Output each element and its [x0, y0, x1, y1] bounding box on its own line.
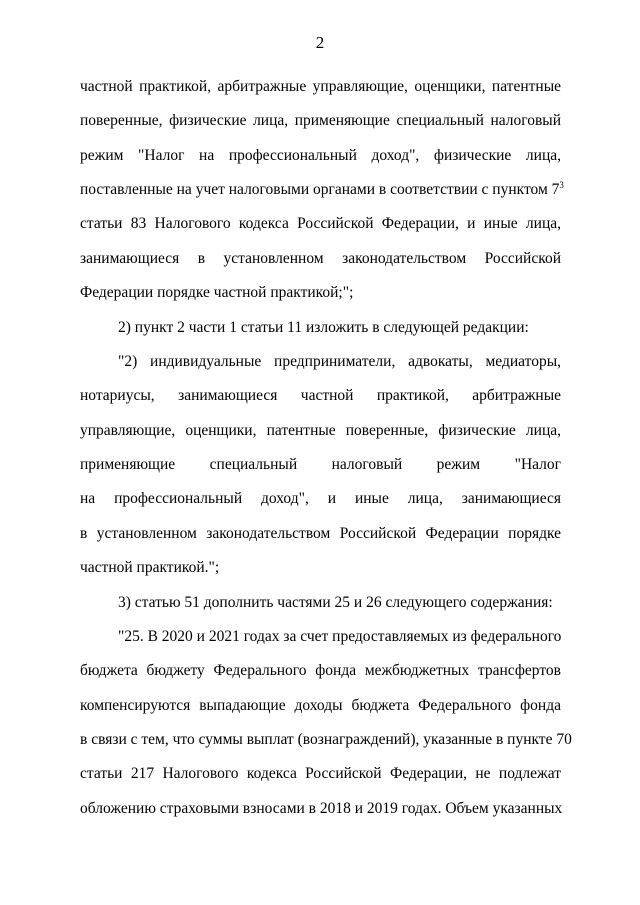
text-line: Федерации порядке частной практикой;"; — [80, 284, 354, 301]
text-line: "2) индивидуальные предприниматели, адвокаты, медиаторы, — [118, 353, 561, 370]
text-line: статьи 83 Налогового кодекса Российской Федерации, и иные лица, — [80, 215, 561, 232]
text-line: бюджета бюджету Федерального фонда межбюджетных трансфертов — [80, 662, 561, 679]
text-line: нотариусы, занимающиеся частной практикой, арбитражные — [80, 387, 561, 404]
text-line: поверенные, физические лица, применяющие специальный налоговый — [80, 112, 561, 129]
text-line: компенсируются выпадающие доходы бюджета Федерального фонда — [80, 697, 561, 714]
text-line: частной практикой."; — [80, 559, 220, 576]
text-line: применяющие специальный налоговый режим "Налог — [80, 456, 561, 473]
text-line: частной практикой, арбитражные управляющие, оценщики, патентные — [80, 78, 561, 95]
text-line: на профессиональный доход", и иные лица, занимающиеся — [80, 490, 561, 507]
superscript: 3 — [559, 179, 564, 190]
page-number: 2 — [315, 33, 325, 52]
text-line: статьи 217 Налогового кодекса Российской Федерации, не подлежат — [80, 765, 561, 782]
text-line — [80, 179, 564, 200]
text-line: занимающиеся в установленном законодательством Российской — [80, 250, 561, 267]
text-line: в установленном законодательством Российской Федерации порядке — [80, 525, 561, 542]
text-line: в связи с тем, что суммы выплат (вознаграждений), указанные в пункте 70 — [80, 731, 572, 748]
text-line: режим "Налог на профессиональный доход", физические лица, — [80, 147, 561, 164]
text-line: "25. В 2020 и 2021 годах за счет предоставляемых из федерального — [118, 628, 562, 645]
text-line: обложению страховыми взносами в 2018 и 2019 годах. Объем указанных — [80, 800, 563, 817]
text-line-content: поставленные на учет налоговыми органами в соответствии с пунктом 7 — [80, 181, 560, 198]
text-line: управляющие, оценщики, патентные поверенные, физические лица, — [80, 422, 561, 439]
text-line: 2) пункт 2 части 1 статьи 11 изложить в следующей редакции: — [118, 319, 529, 336]
text-line: 3) статью 51 дополнить частями 25 и 26 следующего содержания: — [118, 594, 553, 611]
